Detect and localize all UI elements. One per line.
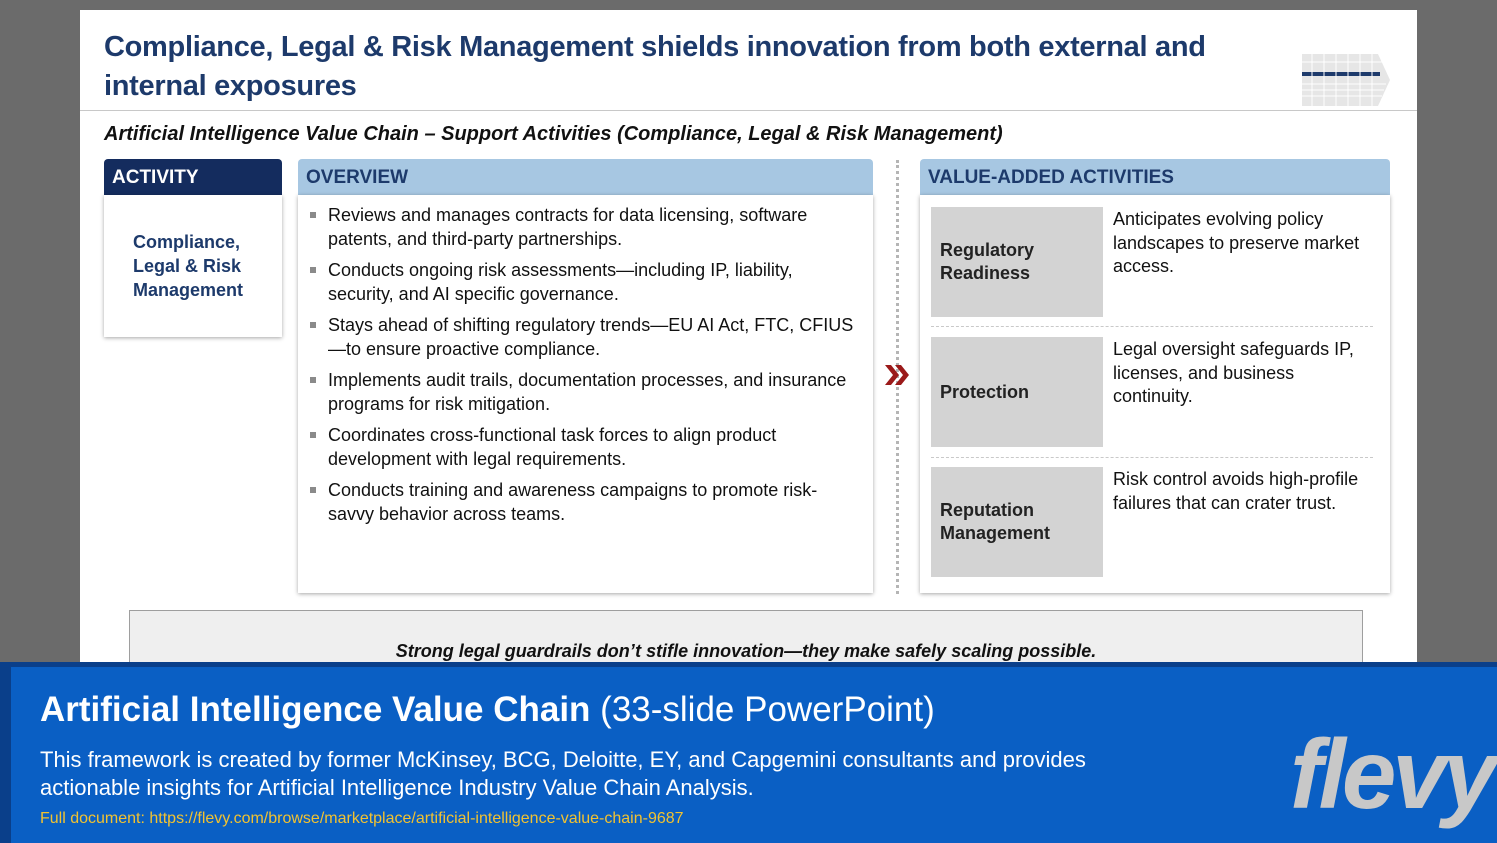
double-chevron-right-icon [883,362,913,388]
value-added-description: Risk control avoids high-profile failures that can crater trust. [1113,469,1359,513]
overview-bullet: Stays ahead of shifting regulatory trends—EU AI Act, FTC, CFIUS—to ensure proactive compliance. [328,313,859,361]
slide [80,10,1417,670]
overview-header: OVERVIEW [298,159,873,195]
activity-header: ACTIVITY [104,159,282,195]
row-separator [931,457,1373,458]
overview-bullet: Implements audit trails, documentation processes, and insurance programs for risk mitigation. [328,368,859,416]
value-added-label: Regulatory Readiness [931,207,1103,317]
slide-subtitle: Artificial Intelligence Value Chain – Support Activities (Compliance, Legal & Risk Management) [104,123,1003,145]
slide-title: Compliance, Legal & Risk Management shields innovation from both external and internal exposures [104,31,1206,102]
row-separator [931,326,1373,327]
overview-bullet: Reviews and manages contracts for data licensing, software patents, and third-party partnerships. [328,203,859,251]
slide-deck-icon [1302,54,1390,106]
banner-description: This framework is created by former McKinsey, BCG, Deloitte, EY, and Capgemini consultants and provides actionable insights for Artificial Intelligence Industry Value Chain Analysis. [40,747,1086,800]
promo-banner [0,662,1497,843]
value-added-item [931,337,1371,447]
value-added-item [931,467,1371,577]
callout-text: Strong legal guardrails don’t stifle innovation—they make safely scaling possible. [395,641,1097,661]
value-added-header: VALUE-ADDED ACTIVITIES [920,159,1390,195]
value-added-label: Reputation Management [931,467,1103,577]
value-added-box [920,195,1390,593]
banner-title-strong: Artificial Intelligence Value Chain [40,690,591,729]
value-added-description: Anticipates evolving policy landscapes to preserve market access. [1113,209,1360,276]
value-added-label: Protection [931,337,1103,447]
overview-box [298,195,873,593]
activity-box [104,195,282,337]
overview-bullet: Conducts training and awareness campaigns to promote risk-savvy behavior across teams. [328,478,859,526]
overview-bullet: Conducts ongoing risk assessments—including IP, liability, security, and AI specific governance. [328,258,859,306]
flevy-logo[interactable]: flevy [1290,719,1494,829]
value-added-description: Legal oversight safeguards IP, licenses, and business continuity. [1113,339,1354,406]
banner-title-light: (33-slide PowerPoint) [590,690,935,729]
value-added-item [931,207,1371,317]
banner-title [40,690,935,730]
overview-bullet-list [298,195,873,526]
overview-bullet: Coordinates cross-functional task forces to align product development with legal requirements. [328,423,859,471]
title-divider [80,110,1417,111]
activity-name: Compliance, Legal & Risk Management [133,232,244,300]
banner-document-link[interactable]: Full document: https://flevy.com/browse/marketplace/artificial-intelligence-value-chain-9687 [40,810,684,827]
